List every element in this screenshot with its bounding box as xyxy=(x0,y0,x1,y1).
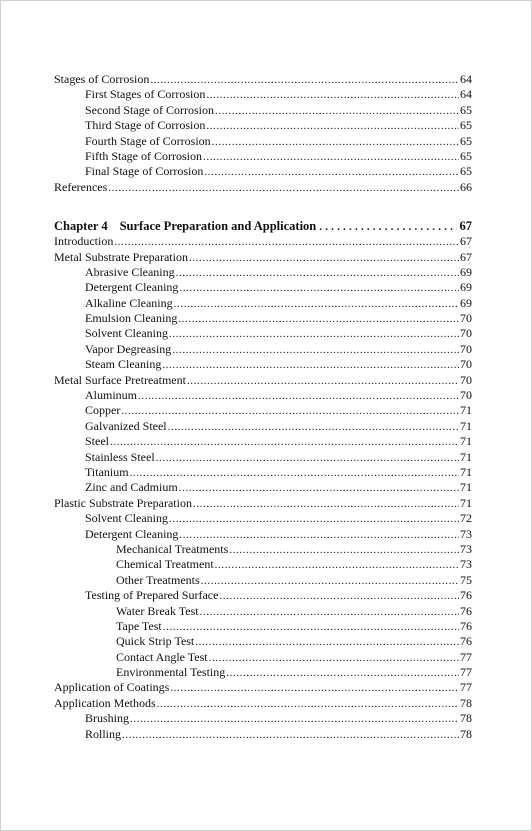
toc-entry-label: Emulsion Cleaning xyxy=(85,311,178,326)
toc-entry[interactable] xyxy=(54,619,472,634)
dot-leader xyxy=(168,420,459,435)
toc-entry-page-number: 70 xyxy=(460,388,472,403)
dot-leader xyxy=(174,297,459,312)
dot-leader xyxy=(156,451,459,466)
toc-entry-page-number: 75 xyxy=(460,572,472,587)
toc-entry-label: Fifth Stage of Corrosion xyxy=(85,148,202,163)
toc-entry-label: Abrasive Cleaning xyxy=(85,264,175,279)
dot-leader xyxy=(163,620,459,635)
toc-entry[interactable] xyxy=(54,711,472,726)
dot-leader xyxy=(169,327,459,342)
toc-entry-label: Testing of Prepared Surface xyxy=(85,588,219,603)
toc-entry[interactable] xyxy=(54,480,472,495)
toc-entry-page-number: 69 xyxy=(460,295,472,310)
toc-entry-label: First Stages of Corrosion xyxy=(85,87,206,102)
dot-leader xyxy=(122,728,459,743)
dot-leader xyxy=(157,697,459,712)
toc-entry-page-number: 71 xyxy=(460,495,472,510)
toc-entry[interactable] xyxy=(54,103,472,118)
toc-entry-page-number: 70 xyxy=(460,357,472,372)
toc-entry-page-number: 76 xyxy=(460,588,472,603)
dot-leader xyxy=(114,235,459,250)
toc-entry[interactable] xyxy=(54,665,472,680)
dot-leader xyxy=(212,135,459,150)
dot-leader xyxy=(203,150,459,165)
dot-leader xyxy=(219,589,459,604)
toc-entry[interactable] xyxy=(54,265,472,280)
toc-entry-page-number: 77 xyxy=(460,680,472,695)
toc-entry-page-number: 73 xyxy=(460,541,472,556)
toc-entry[interactable] xyxy=(54,419,472,434)
toc-entry[interactable] xyxy=(54,149,472,164)
dot-leader xyxy=(130,712,459,727)
toc-entry[interactable] xyxy=(54,527,472,542)
toc-entry[interactable] xyxy=(54,326,472,341)
toc-entry[interactable] xyxy=(54,280,472,295)
dot-leader xyxy=(204,165,459,180)
dot-leader xyxy=(138,389,459,404)
toc-entry[interactable] xyxy=(54,72,472,87)
toc-entry-label: Vapor Degreasing xyxy=(85,341,172,356)
dot-leader xyxy=(200,605,459,620)
toc-entry[interactable] xyxy=(54,118,472,133)
toc-entry-page-number: 65 xyxy=(460,164,472,179)
toc-entry[interactable] xyxy=(54,296,472,311)
toc-entry-page-number: 70 xyxy=(460,326,472,341)
toc-entry-label: Final Stage of Corrosion xyxy=(85,164,204,179)
toc-entry-page-number: 71 xyxy=(460,434,472,449)
dot-leader xyxy=(195,635,459,650)
toc-entry-label: Mechanical Treatments xyxy=(116,541,229,556)
chapter-page-number: 67 xyxy=(459,219,472,234)
dot-leader xyxy=(193,497,459,512)
toc-entry-page-number: 78 xyxy=(460,711,472,726)
toc-entry-label: Chemical Treatment xyxy=(116,557,214,572)
toc-section-corrosion xyxy=(54,72,472,195)
toc-entry-page-number: 69 xyxy=(460,280,472,295)
toc-entry-label: Second Stage of Corrosion xyxy=(85,102,214,117)
toc-entry-page-number: 70 xyxy=(460,341,472,356)
dot-leader xyxy=(229,543,459,558)
toc-entry-label: Water Break Test xyxy=(116,603,199,618)
toc-entry[interactable] xyxy=(54,234,472,249)
dot-leader xyxy=(189,251,459,266)
toc-entry-label: Third Stage of Corrosion xyxy=(85,118,206,133)
toc-entry[interactable] xyxy=(54,573,472,588)
toc-entry-label: Copper xyxy=(85,403,121,418)
toc-entry-page-number: 77 xyxy=(460,649,472,664)
toc-entry-label: Solvent Cleaning xyxy=(85,511,168,526)
toc-entry-label: References xyxy=(54,179,108,194)
toc-entry-label: Aluminum xyxy=(85,388,138,403)
dot-leader xyxy=(162,358,459,373)
section-spacer xyxy=(54,195,472,218)
toc-entry-page-number: 64 xyxy=(460,72,472,86)
toc-entry[interactable] xyxy=(54,634,472,649)
toc-entry-page-number: 72 xyxy=(460,511,472,526)
toc-entry-label: Application of Coatings xyxy=(54,680,170,695)
dot-leader xyxy=(215,104,459,119)
toc-entry-page-number: 71 xyxy=(460,403,472,418)
toc-entry[interactable] xyxy=(54,511,472,526)
toc-entry[interactable] xyxy=(54,557,472,572)
toc-entry-page-number: 65 xyxy=(460,133,472,148)
dot-leader xyxy=(108,181,459,196)
toc-entry[interactable] xyxy=(54,250,472,265)
toc-entry-page-number: 66 xyxy=(460,179,472,194)
dot-leader xyxy=(169,512,459,527)
dot-leader xyxy=(201,574,459,589)
toc-entry-page-number: 65 xyxy=(460,148,472,163)
toc-entry[interactable] xyxy=(54,450,472,465)
toc-entry-label: Contact Angle Test xyxy=(116,649,208,664)
toc-entry-page-number: 64 xyxy=(460,87,472,102)
toc-entry-label: Environmental Testing xyxy=(116,665,226,680)
toc-entry[interactable] xyxy=(54,588,472,603)
toc-entry[interactable] xyxy=(54,650,472,665)
chapter-title: Surface Preparation and Application xyxy=(119,219,317,234)
dot-leader xyxy=(179,281,459,296)
toc-entry-page-number: 65 xyxy=(460,102,472,117)
toc-entry-label: Stainless Steel xyxy=(85,449,155,464)
toc-entry-page-number: 71 xyxy=(460,449,472,464)
toc-entry-page-number: 71 xyxy=(460,480,472,495)
chapter-number: Chapter 4 xyxy=(54,219,108,234)
toc-entry-page-number: 71 xyxy=(460,464,472,479)
toc-entry-label: Rolling xyxy=(85,726,122,741)
dot-leader xyxy=(206,88,459,103)
toc-entry-page-number: 73 xyxy=(460,557,472,572)
toc-entry[interactable] xyxy=(54,434,472,449)
toc-entry-label: Introduction xyxy=(54,234,114,249)
toc-entry-label: Detergent Cleaning xyxy=(85,526,179,541)
table-of-contents xyxy=(54,72,472,742)
toc-entry-label: Alkaline Cleaning xyxy=(85,295,173,310)
toc-entry[interactable] xyxy=(54,357,472,372)
dot-leader xyxy=(209,651,459,666)
toc-entry[interactable] xyxy=(54,134,472,149)
toc-entry-label: Metal Substrate Preparation xyxy=(54,249,188,264)
toc-entry-page-number: 78 xyxy=(460,726,472,741)
toc-entry[interactable] xyxy=(54,403,472,418)
toc-entry-label: Quick Strip Test xyxy=(116,634,195,649)
toc-entry-label: Titanium xyxy=(85,464,129,479)
toc-entry-label: Detergent Cleaning xyxy=(85,280,179,295)
toc-entry-page-number: 77 xyxy=(460,665,472,680)
toc-entry[interactable] xyxy=(54,680,472,695)
toc-entry[interactable] xyxy=(54,342,472,357)
toc-entry-page-number: 65 xyxy=(460,118,472,133)
toc-entry[interactable] xyxy=(54,604,472,619)
toc-entry-label: Steel xyxy=(85,434,109,449)
toc-entry-page-number: 78 xyxy=(460,695,472,710)
toc-entry[interactable] xyxy=(54,388,472,403)
toc-entry-label: Galvanized Steel xyxy=(85,418,167,433)
dot-leader xyxy=(226,666,459,681)
toc-section-chapter-4 xyxy=(54,234,472,742)
chapter-heading[interactable] xyxy=(54,218,472,234)
toc-entry-label: Metal Surface Pretreatment xyxy=(54,372,186,387)
toc-entry[interactable] xyxy=(54,727,472,742)
dot-leader xyxy=(110,435,459,450)
dot-leader xyxy=(130,466,459,481)
toc-entry-page-number: 70 xyxy=(460,311,472,326)
toc-entry-label: Brushing xyxy=(85,711,130,726)
toc-entry-label: Solvent Cleaning xyxy=(85,326,168,341)
toc-entry-page-number: 73 xyxy=(460,526,472,541)
toc-entry[interactable] xyxy=(54,87,472,102)
toc-entry-label: Tape Test xyxy=(116,618,162,633)
dot-leader xyxy=(179,528,459,543)
toc-entry-label: Fourth Stage of Corrosion xyxy=(85,133,211,148)
dot-leader xyxy=(319,219,456,235)
toc-entry[interactable] xyxy=(54,496,472,511)
toc-entry[interactable] xyxy=(54,311,472,326)
toc-entry-label: Application Methods xyxy=(54,695,156,710)
toc-entry-label: Stages of Corrosion xyxy=(54,72,150,86)
toc-entry-page-number: 69 xyxy=(460,264,472,279)
dot-leader xyxy=(121,404,459,419)
dot-leader xyxy=(187,374,459,389)
toc-entry[interactable] xyxy=(54,542,472,557)
dot-leader xyxy=(172,343,459,358)
toc-entry-page-number: 70 xyxy=(460,372,472,387)
dot-leader xyxy=(150,73,459,88)
toc-entry-page-number: 71 xyxy=(460,418,472,433)
dot-leader xyxy=(215,558,459,573)
toc-entry[interactable] xyxy=(54,465,472,480)
toc-entry-page-number: 67 xyxy=(460,234,472,249)
toc-entry-label: Plastic Substrate Preparation xyxy=(54,495,192,510)
dot-leader xyxy=(176,266,459,281)
toc-entry[interactable] xyxy=(54,696,472,711)
toc-entry-page-number: 76 xyxy=(460,603,472,618)
toc-entry-label: Zinc and Cadmium xyxy=(85,480,178,495)
dot-leader xyxy=(178,312,459,327)
dot-leader xyxy=(179,481,459,496)
toc-entry-page-number: 67 xyxy=(460,249,472,264)
dot-leader xyxy=(170,681,459,696)
dot-leader xyxy=(206,119,459,134)
toc-entry-label: Steam Cleaning xyxy=(85,357,162,372)
toc-entry-page-number: 76 xyxy=(460,618,472,633)
toc-entry-page-number: 76 xyxy=(460,634,472,649)
toc-entry[interactable] xyxy=(54,164,472,179)
toc-entry-label: Other Treatments xyxy=(116,572,200,587)
toc-entry[interactable] xyxy=(54,373,472,388)
toc-entry[interactable] xyxy=(54,180,472,195)
